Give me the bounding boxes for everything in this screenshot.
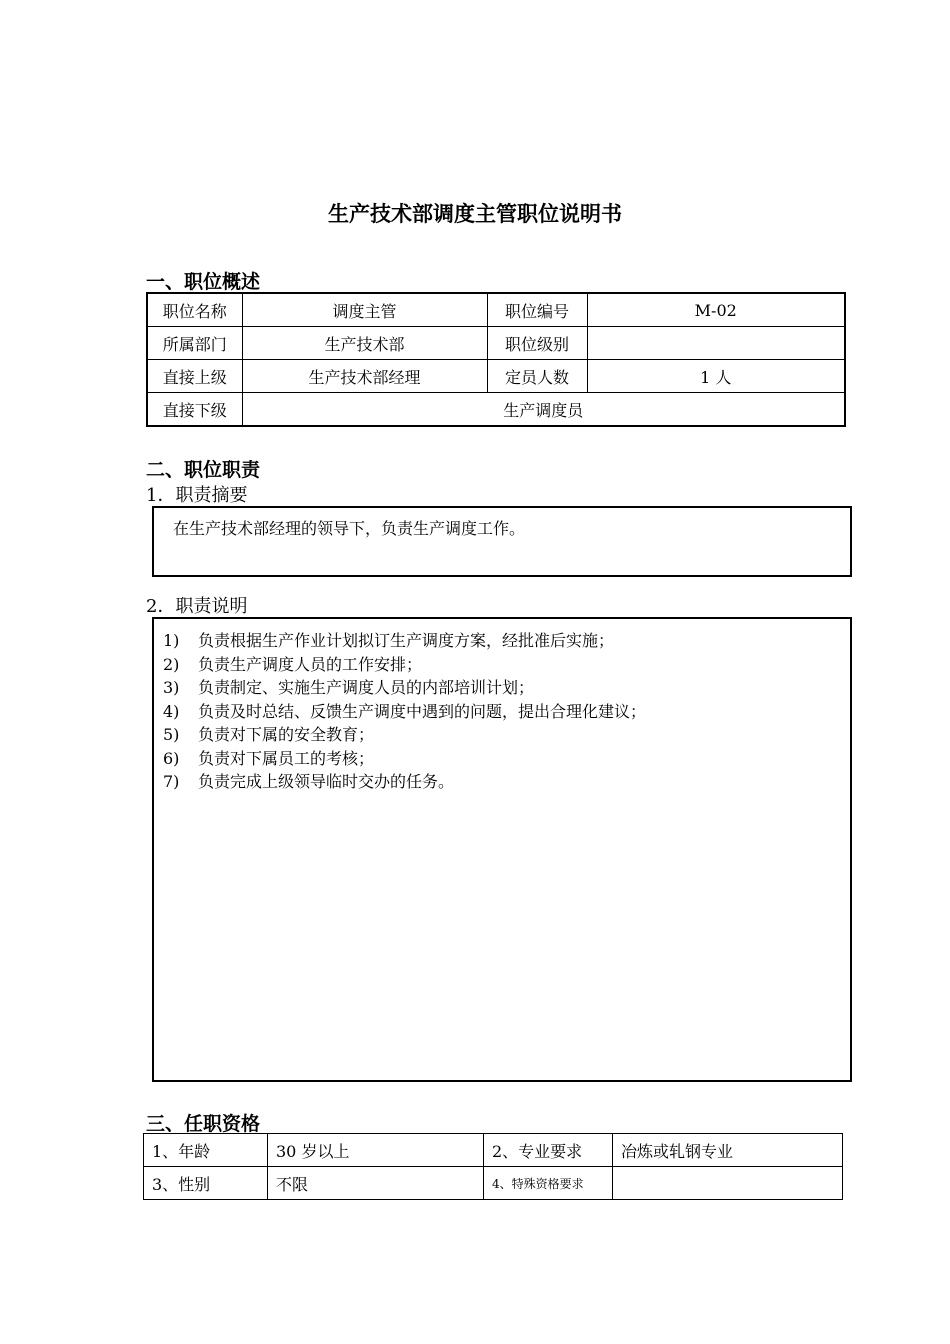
cell-value: 生产调度员 — [242, 393, 845, 427]
section-heading-overview: 一、职位概述 — [146, 271, 261, 293]
list-item — [163, 747, 646, 771]
cell-value: 不限 — [268, 1167, 484, 1200]
table-row — [147, 327, 845, 360]
table-row — [144, 1167, 843, 1200]
list-item — [163, 723, 646, 747]
cell-label: 直接下级 — [147, 393, 242, 427]
table-row — [147, 360, 845, 393]
table-row — [147, 393, 845, 427]
list-item — [163, 653, 646, 677]
cell-label: 4、特殊资格要求 — [484, 1167, 613, 1200]
item-text: 负责对下属的安全教育； — [198, 725, 375, 744]
item-text: 负责完成上级领导临时交办的任务。 — [198, 772, 455, 791]
duty-detail-label: 2．职责说明 — [146, 596, 248, 617]
duty-summary-text: 在生产技术部经理的领导下，负责生产调度工作。 — [173, 519, 526, 538]
cell-label: 职位名称 — [147, 293, 242, 327]
table-row — [144, 1134, 843, 1167]
cell-label: 2、专业要求 — [484, 1134, 613, 1167]
section-heading-qualifications: 三、任职资格 — [146, 1113, 261, 1135]
section-heading-duties: 二、职位职责 — [146, 459, 261, 481]
cell-value: 冶炼或轧钢专业 — [613, 1134, 843, 1167]
item-text: 负责对下属员工的考核； — [198, 748, 375, 768]
cell-value: 30 岁以上 — [268, 1134, 484, 1167]
overview-table — [146, 292, 846, 427]
cell-label: 直接上级 — [147, 360, 242, 393]
duty-detail-box — [152, 617, 852, 1082]
list-item — [163, 770, 646, 794]
cell-label: 1、年龄 — [144, 1134, 268, 1167]
item-number: 7) — [163, 772, 180, 791]
item-number: 4) — [163, 701, 180, 721]
cell-value: 调度主管 — [242, 293, 487, 327]
item-text: 负责制定、实施生产调度人员的内部培训计划； — [198, 678, 535, 697]
item-number: 1) — [163, 631, 180, 650]
duty-summary-label: 1．职责摘要 — [146, 485, 248, 506]
cell-value: M-02 — [587, 293, 845, 327]
cell-label: 定员人数 — [487, 360, 587, 393]
item-text: 负责及时总结、反馈生产调度中遇到的问题，提出合理化建议； — [198, 701, 647, 721]
duty-summary-box — [152, 506, 852, 577]
duty-list — [163, 629, 646, 794]
item-number: 5) — [163, 725, 180, 744]
document-title: 生产技术部调度主管职位说明书 — [328, 202, 622, 226]
cell-value: 生产技术部 — [242, 327, 487, 360]
list-item — [163, 700, 646, 724]
cell-value: 生产技术部经理 — [242, 360, 487, 393]
cell-label: 职位级别 — [487, 327, 587, 360]
item-number: 3) — [163, 678, 180, 697]
list-item — [163, 676, 646, 700]
cell-value: 1 人 — [587, 360, 845, 393]
list-item — [163, 629, 646, 653]
cell-label: 所属部门 — [147, 327, 242, 360]
cell-label: 3、性别 — [144, 1167, 268, 1200]
cell-value — [613, 1167, 843, 1200]
qualifications-table — [143, 1133, 843, 1200]
item-text: 负责生产调度人员的工作安排； — [198, 654, 423, 674]
cell-label: 职位编号 — [487, 293, 587, 327]
item-number: 6) — [163, 748, 180, 768]
item-text: 负责根据生产作业计划拟订生产调度方案，经批准后实施； — [198, 631, 615, 650]
cell-value — [587, 327, 845, 360]
item-number: 2) — [163, 654, 180, 674]
table-row — [147, 293, 845, 327]
